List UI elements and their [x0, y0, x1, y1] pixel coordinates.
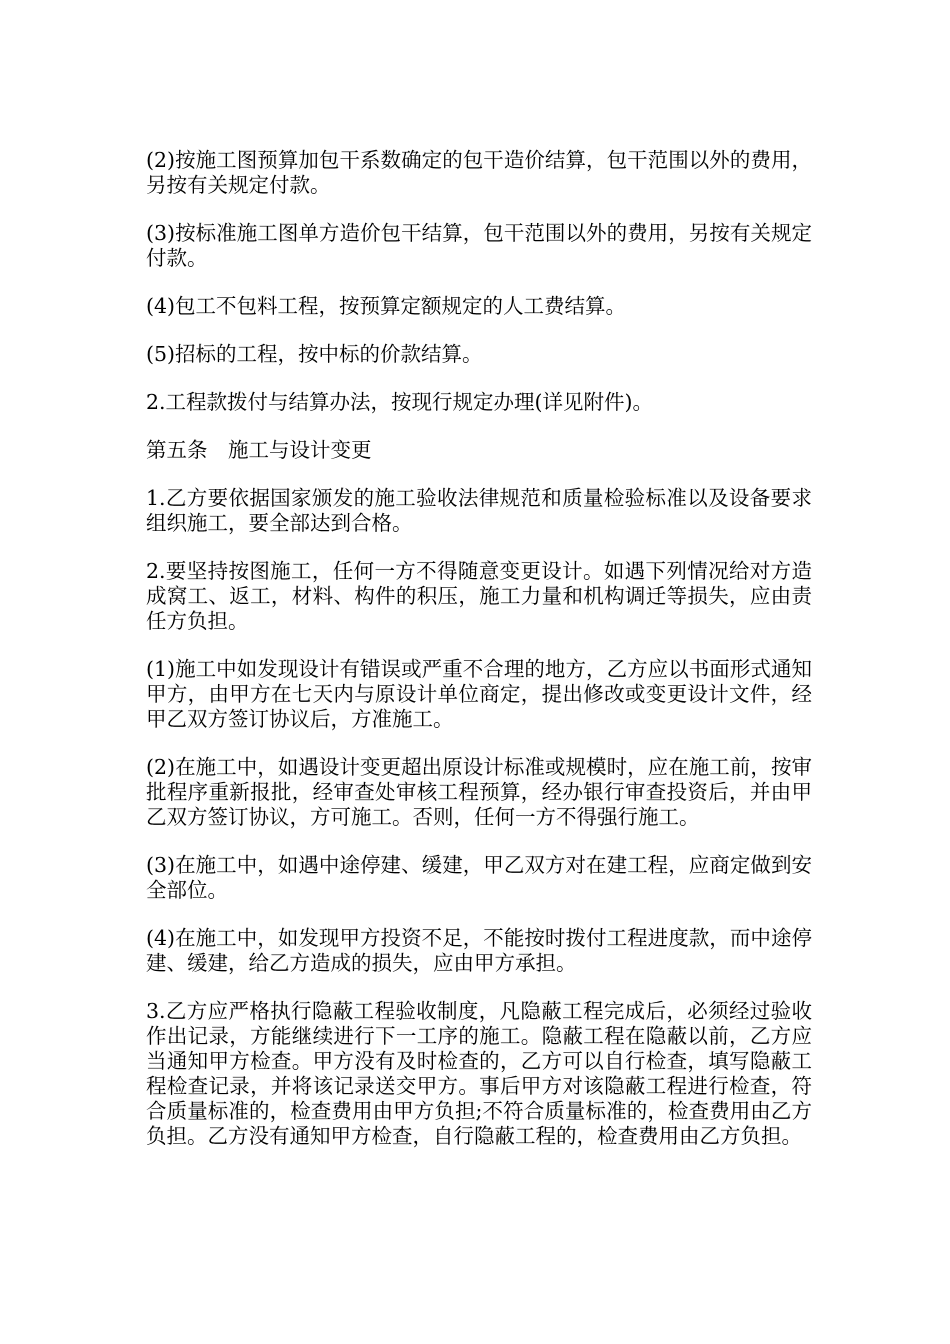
paragraph-payment-method-2: (2)按施工图预算加包干系数确定的包干造价结算，包干范围以外的费用， 另按有关规定付款。: [146, 148, 812, 197]
document-body: [146, 148, 812, 1172]
paragraph-payment-method-3: (3)按标准施工图单方造价包干结算，包干范围以外的费用，另按有关规定付款。: [146, 221, 812, 270]
paragraph-clause-2: 2.工程款拨付与结算办法，按现行规定办理(详见附件)。: [146, 390, 654, 414]
paragraph-change-sub-2: (2)在施工中，如遇设计变更超出原设计标准或规模时，应在施工前，按审批程序重新报批，经审查处审核工程预算，经办银行审查投资后，并由甲乙双方签订协议，方可施工。否则，任何一方不得强行施工。: [146, 755, 812, 829]
paragraph-change-sub-3: (3)在施工中，如遇中途停建、缓建，甲乙双方对在建工程，应商定做到安全部位。: [146, 853, 812, 902]
paragraph-change-sub-1: (1)施工中如发现设计有错误或严重不合理的地方，乙方应以书面形式通知甲方，由甲方在七天内与原设计单位商定，提出修改或变更设计文件，经甲乙双方签订协议后，方准施工。: [146, 657, 812, 731]
paragraph-change-2: 2.要坚持按图施工，任何一方不得随意变更设计。如遇下列情况给对方造成窝工、返工，材料、构件的积压，施工力量和机构调迁等损失，应由责任方负担。: [146, 559, 812, 633]
paragraph-change-sub-4: (4)在施工中，如发现甲方投资不足，不能按时拨付工程进度款，而中途停建、缓建，给乙方造成的损失，应由甲方承担。: [146, 926, 812, 975]
paragraph-change-1: 1.乙方要依据国家颁发的施工验收法律规范和质量检验标准以及设备要求组织施工，要全部达到合格。: [146, 486, 812, 535]
paragraph-payment-method-4: (4)包工不包料工程，按预算定额规定的人工费结算。: [146, 294, 627, 318]
paragraph-payment-method-5: (5)招标的工程，按中标的价款结算。: [146, 342, 483, 366]
paragraph-change-3: 3.乙方应严格执行隐蔽工程验收制度，凡隐蔽工程完成后，必须经过验收作出记录，方能继续进行下一工序的施工。隐蔽工程在隐蔽以前，乙方应当通知甲方检查。甲方没有及时检查的，乙方可以自行检查，填写隐蔽工程检查记录，并将该记录送交甲方。事后甲方对该隐蔽工程进行检查，符合质量标准的，检查费用由甲方负担;不符合质量标准的，检查费用由乙方负担。乙方没有通知甲方检查，自行隐蔽工程的，检查费用由乙方负担。: [146, 999, 812, 1148]
article-heading: 第五条 施工与设计变更: [146, 438, 372, 462]
